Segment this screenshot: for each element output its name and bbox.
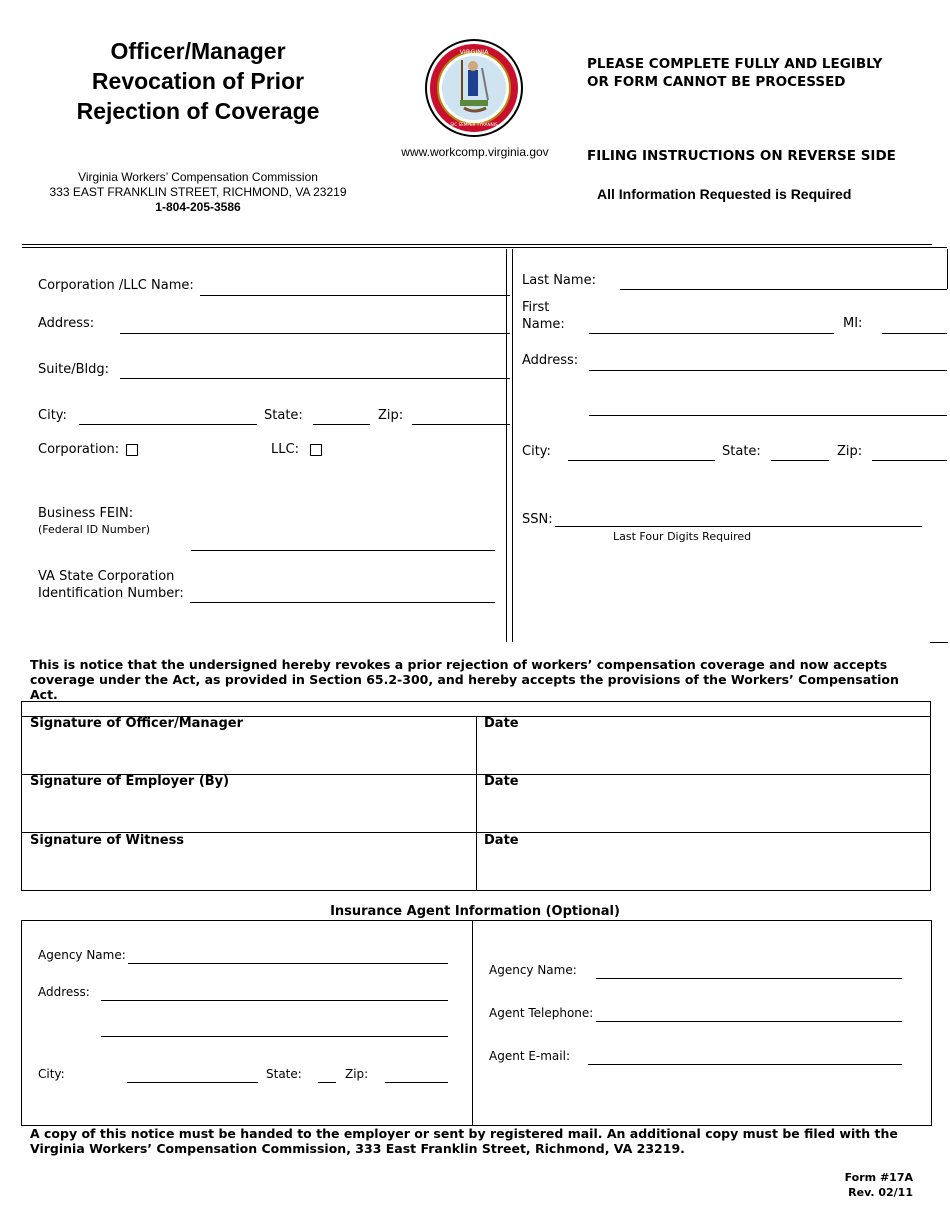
left-zip-label: Zip: bbox=[345, 1067, 369, 1081]
corporation-checkbox[interactable] bbox=[126, 444, 138, 456]
left-zip-input[interactable] bbox=[385, 1066, 448, 1083]
employer-zip-label: Zip: bbox=[378, 408, 404, 423]
agent-email-input[interactable] bbox=[588, 1048, 902, 1065]
agent-column-divider bbox=[472, 920, 473, 1126]
officer-signature-date-field[interactable] bbox=[478, 735, 930, 773]
left-address-label: Address: bbox=[38, 985, 90, 999]
corp-name-input[interactable] bbox=[200, 279, 510, 296]
officer-box-right-edge bbox=[947, 249, 948, 289]
ssn-label: SSN: bbox=[522, 512, 553, 527]
left-city-label: City: bbox=[38, 1067, 65, 1081]
ssn-input[interactable] bbox=[555, 510, 922, 527]
agent-telephone-input[interactable] bbox=[596, 1005, 902, 1022]
left-agency-name-label: Agency Name: bbox=[38, 948, 126, 962]
seal-text: VIRGINIA bbox=[459, 48, 489, 56]
employer-zip-input[interactable] bbox=[412, 408, 510, 425]
seal-motto: SIC SEMPER TYRANNIS bbox=[450, 122, 498, 127]
officer-city-input[interactable] bbox=[568, 444, 715, 461]
witness-signature-field[interactable] bbox=[22, 852, 475, 890]
agent-telephone-label: Agent Telephone: bbox=[489, 1006, 594, 1020]
va-corp-id-label-line-2: Identification Number: bbox=[38, 586, 184, 601]
form-title bbox=[40, 36, 356, 126]
employer-address-label: Address: bbox=[38, 316, 95, 331]
form-revision: Rev. 02/11 bbox=[848, 1186, 913, 1199]
bottom-right-tick bbox=[930, 642, 948, 643]
employer-signature-label: Signature of Employer (By) bbox=[30, 774, 230, 789]
agent-email-label: Agent E-mail: bbox=[489, 1049, 570, 1063]
revocation-notice: This is notice that the undersigned hereby revokes a prior rejection of workers’ compensation coverage and now accepts coverage under the Act, as provided in Section 65.2-300, and hereby accepts the provisions of the Workers’ Compensation Act. bbox=[30, 657, 899, 702]
signature-column-divider bbox=[476, 716, 477, 891]
witness-signature-label: Signature of Witness bbox=[30, 833, 185, 848]
complete-notice bbox=[587, 55, 882, 91]
agent-section-heading: Insurance Agent Information (Optional) bbox=[330, 904, 620, 919]
right-agency-name-label: Agency Name: bbox=[489, 963, 577, 977]
filing-instructions-notice: FILING INSTRUCTIONS ON REVERSE SIDE bbox=[587, 148, 896, 164]
form-number: Form #17A bbox=[844, 1171, 913, 1184]
va-corp-id-input[interactable] bbox=[190, 586, 495, 603]
officer-address-label: Address: bbox=[522, 353, 579, 368]
header-rule-top bbox=[22, 244, 932, 245]
header-rule-bottom bbox=[22, 247, 947, 248]
corp-name-label: Corporation /LLC Name: bbox=[38, 278, 194, 293]
section-divider-left bbox=[506, 249, 507, 642]
employer-state-input[interactable] bbox=[313, 408, 370, 425]
ssn-note: Last Four Digits Required bbox=[613, 530, 752, 543]
employer-city-label: City: bbox=[38, 408, 67, 423]
employer-address-input[interactable] bbox=[120, 317, 510, 334]
form-number-block bbox=[800, 1170, 913, 1200]
officer-address-input[interactable] bbox=[589, 354, 947, 371]
first-name-label-line-2: Name: bbox=[522, 317, 565, 332]
officer-zip-label: Zip: bbox=[837, 444, 863, 459]
officer-state-label: State: bbox=[722, 444, 761, 459]
employer-state-label: State: bbox=[264, 408, 303, 423]
fein-sublabel: (Federal ID Number) bbox=[38, 523, 151, 536]
left-agency-name-input[interactable] bbox=[128, 947, 448, 964]
first-name-label-line-1: First bbox=[522, 300, 550, 315]
employer-signature-date-field[interactable] bbox=[478, 793, 930, 831]
section-divider-right bbox=[512, 249, 513, 642]
officer-city-label: City: bbox=[522, 444, 551, 459]
employer-signature-date-label: Date bbox=[484, 774, 519, 789]
suite-input[interactable] bbox=[120, 362, 510, 379]
employer-signature-field[interactable] bbox=[22, 793, 475, 831]
last-name-input[interactable] bbox=[620, 273, 947, 290]
witness-signature-date-label: Date bbox=[484, 833, 519, 848]
fein-label: Business FEIN: bbox=[38, 506, 134, 521]
officer-signature-date-label: Date bbox=[484, 716, 519, 731]
va-corp-id-label bbox=[38, 568, 184, 602]
agency-name: Virginia Workers’ Compensation Commission bbox=[78, 170, 318, 184]
agency-phone: 1-804-205-3586 bbox=[155, 200, 241, 214]
first-name-label bbox=[522, 299, 565, 333]
llc-checkbox[interactable] bbox=[310, 444, 322, 456]
right-agency-name-input[interactable] bbox=[596, 962, 902, 979]
first-name-input[interactable] bbox=[589, 317, 834, 334]
mi-input[interactable] bbox=[882, 317, 947, 334]
title-line-3: Rejection of Coverage bbox=[76, 98, 320, 124]
left-address-input[interactable] bbox=[101, 984, 448, 1001]
suite-label: Suite/Bldg: bbox=[38, 362, 109, 377]
left-city-input[interactable] bbox=[127, 1066, 258, 1083]
officer-state-input[interactable] bbox=[771, 444, 829, 461]
title-line-2: Revocation of Prior bbox=[91, 68, 305, 94]
mi-label: MI: bbox=[843, 316, 863, 331]
left-state-label: State: bbox=[266, 1067, 302, 1081]
title-line-1: Officer/Manager bbox=[110, 38, 286, 64]
copy-notice: A copy of this notice must be handed to the employer or sent by registered mail. An additional copy must be filed with the Virginia Workers’ Compensation Commission, 333 East Franklin Street, Richmond, VA 23219. bbox=[30, 1126, 898, 1156]
agency-address: 333 EAST FRANKLIN STREET, RICHMOND, VA 23219 bbox=[49, 185, 347, 199]
officer-zip-input[interactable] bbox=[872, 444, 947, 461]
agency-block bbox=[30, 170, 366, 215]
officer-signature-label: Signature of Officer/Manager bbox=[30, 716, 243, 731]
employer-city-input[interactable] bbox=[79, 408, 257, 425]
officer-signature-field[interactable] bbox=[22, 735, 475, 773]
officer-address-line2-input[interactable] bbox=[589, 399, 947, 416]
complete-notice-line-1: PLEASE COMPLETE FULLY AND LEGIBLY bbox=[587, 56, 883, 72]
required-notice: All Information Requested is Required bbox=[597, 186, 852, 202]
llc-label: LLC: bbox=[271, 442, 299, 457]
website-link[interactable]: www.workcomp.virginia.gov bbox=[401, 145, 549, 159]
va-corp-id-label-line-1: VA State Corporation bbox=[38, 569, 175, 584]
corporation-label: Corporation: bbox=[38, 442, 120, 457]
last-name-label: Last Name: bbox=[522, 273, 596, 288]
virginia-seal-icon bbox=[424, 38, 524, 138]
complete-notice-line-2: OR FORM CANNOT BE PROCESSED bbox=[587, 74, 846, 90]
left-address-line2-input[interactable] bbox=[101, 1020, 448, 1037]
left-state-input[interactable] bbox=[318, 1066, 336, 1083]
fein-input[interactable] bbox=[191, 534, 495, 551]
witness-signature-date-field[interactable] bbox=[478, 852, 930, 890]
